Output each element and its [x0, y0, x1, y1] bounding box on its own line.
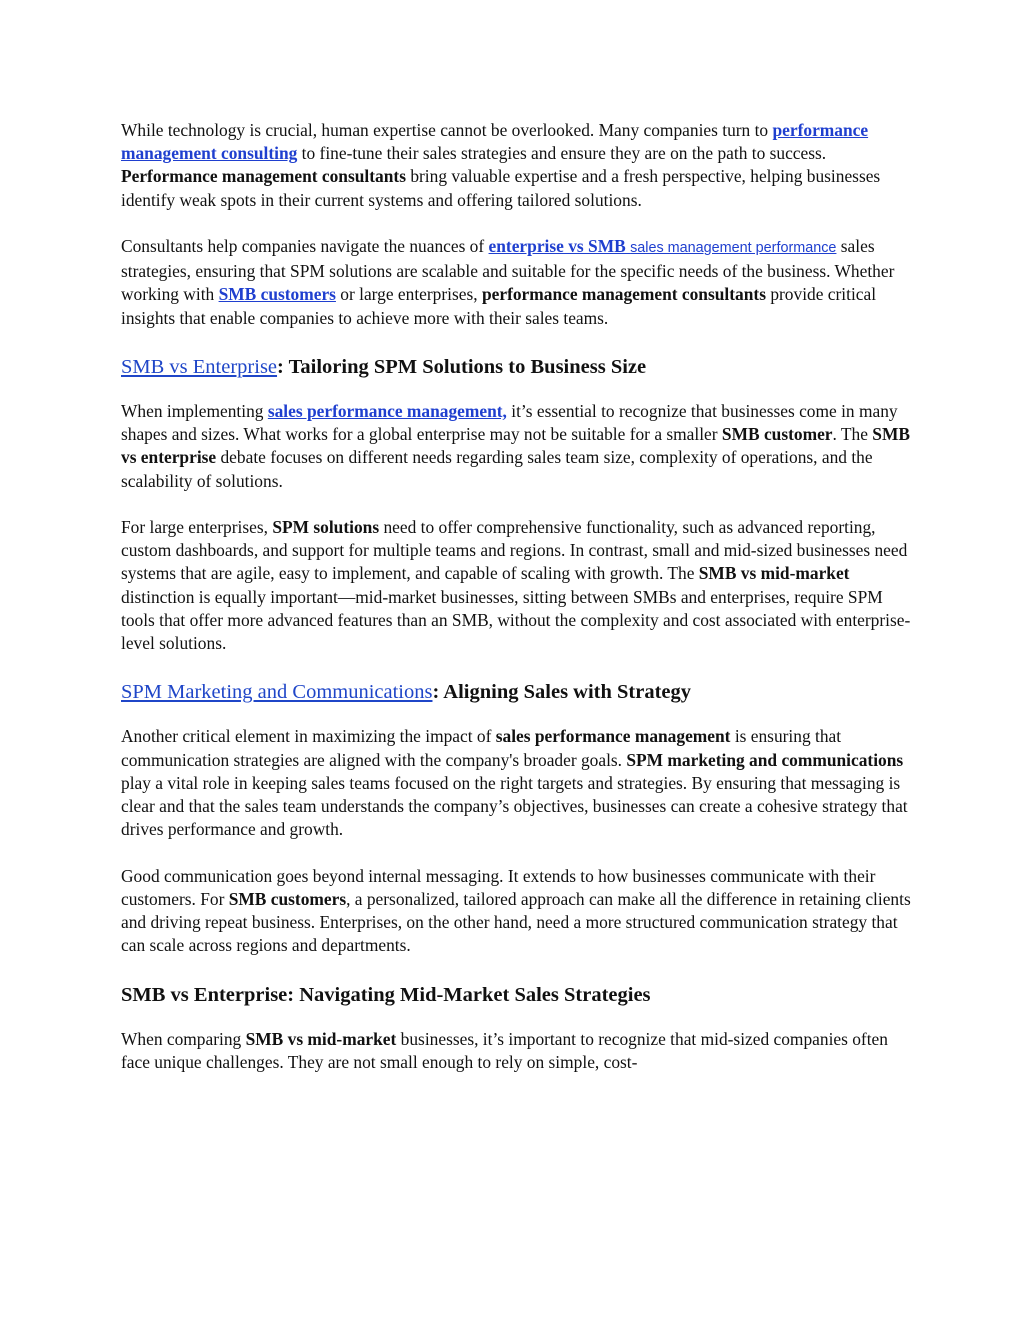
heading-mid-market: SMB vs Enterprise: Navigating Mid-Market Sales Strategies — [121, 983, 651, 1006]
paragraph-consultants-nuances: Consultants help companies navigate the nuances of enterprise vs SMB sales management performance sales strategies, ensuring that SPM solutions are scalable and suitable for the specific needs of the business. Whether working with SMB customers or large enterprises, performance management consultants provide critical insights that enable companies to achieve more with their sales teams. — [121, 236, 895, 328]
heading-spm-marketing: SPM Marketing and Communications: Aligning Sales with Strategy — [121, 681, 692, 704]
link-smb-customers[interactable]: SMB customers — [218, 284, 336, 305]
link-spm-marketing-and-communications[interactable]: SPM Marketing and Communications — [121, 681, 433, 704]
paragraph-good-communication: Good communication goes beyond internal messaging. It extends to how businesses communicate with their customers. For SMB customers, a personalized, tailored approach can make all the difference in retaining clients and driving repeat business. Enterprises, on the other hand, need a more structured communication strategy that can scale across regions and departments. — [121, 865, 911, 956]
document-page — [121, 119, 911, 1097]
link-sales-management-performance[interactable]: sales management performance — [630, 240, 837, 256]
link-enterprise-vs-smb[interactable]: enterprise vs SMB — [488, 236, 631, 256]
paragraph-implementing-spm: When implementing sales performance management, it’s essential to recognize that businesses come in many shapes and sizes. What works for a global enterprise may not be suitable for a smaller SMB customer. The SMB vs enterprise debate focuses on different needs regarding sales team size, complexity of operations, and the scalability of solutions. — [121, 401, 910, 491]
link-smb-vs-enterprise[interactable]: SMB vs Enterprise — [121, 356, 278, 378]
paragraph-large-enterprises: For large enterprises, SPM solutions need to offer comprehensive functionality, such as advanced reporting, custom dashboards, and support for multiple teams and regions. In contrast, small and mid-sized businesses need systems that are agile, easy to implement, and capable of scaling with growth. The SMB vs mid-market distinction is equally important—mid-market businesses, sitting between SMBs and enterprises, require SPM tools that offer more advanced features than an SMB, without the complexity and cost associated with enterprise-level solutions. — [121, 517, 911, 654]
paragraph-consulting: While technology is crucial, human expertise cannot be overlooked. Many companies turn to performance management consulting to fine-tune their sales strategies and ensure they are on the path to success. Performance management consultants bring valuable expertise and a fresh perspective, helping businesses identify weak spots in their current systems and offering tailored solutions. — [121, 120, 881, 210]
link-sales-performance-management[interactable]: sales performance management, — [267, 401, 507, 421]
link-performance-management-consulting[interactable]: performance management consulting — [121, 120, 869, 164]
paragraph-critical-element: Another critical element in maximizing the impact of sales performance management is ensuring that communication strategies are aligned with the company's broader goals. SPM marketing and communications play a vital role in keeping sales teams focused on the right targets and strategies. By ensuring that messaging is clear and that the sales team understands the company’s objectives, businesses can create a cohesive strategy that drives performance and growth. — [121, 726, 908, 840]
heading-smb-vs-enterprise: SMB vs Enterprise: Tailoring SPM Solutions to Business Size — [121, 356, 647, 378]
paragraph-comparing-smb: When comparing SMB vs mid-market businesses, it’s important to recognize that mid-sized companies often face unique challenges. They are not small enough to rely on simple, cost- — [121, 1028, 888, 1072]
